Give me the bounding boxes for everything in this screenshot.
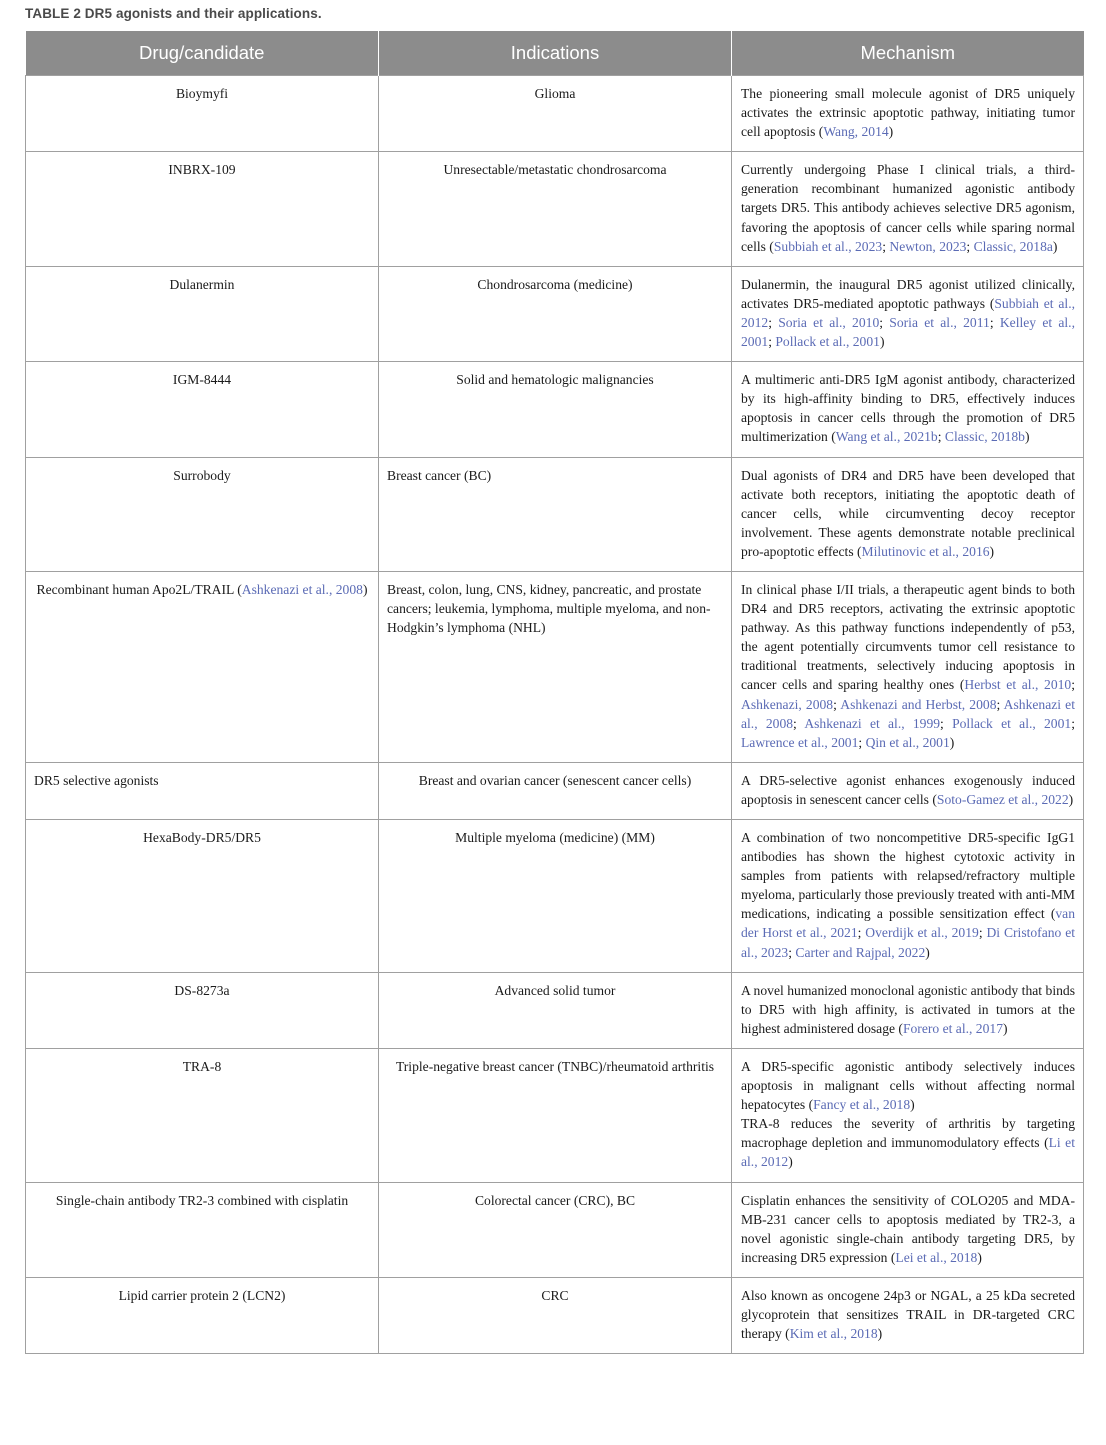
indication-text: Chondrosarcoma (medicine)	[477, 276, 633, 292]
table-row	[26, 266, 1084, 361]
table-caption: TABLE 2 DR5 agonists and their applications.	[25, 6, 322, 21]
drug-candidate-text: HexaBody-DR5/DR5	[143, 830, 261, 845]
mechanism-text: Dulanermin, the inaugural DR5 agonist utilized clinically, activates DR5-mediated apoptotic pathways (	[741, 276, 1075, 311]
mechanism-text: )	[879, 334, 885, 350]
mechanism-text: ;	[858, 734, 866, 750]
mechanism-text: )	[877, 1326, 883, 1342]
reference-link[interactable]: Subbiah et al., 2012	[741, 295, 1075, 330]
indication-cell	[379, 1182, 732, 1277]
indication-text: Breast, colon, lung, CNS, kidney, pancreatic, and prostate cancers; leukemia, lymphoma, multiple myeloma, and non-Hodgkin’s lymphoma (NHL)	[387, 581, 711, 636]
drug-candidate-cell	[26, 1048, 379, 1182]
indication-text: Colorectal cancer (CRC), BC	[474, 1192, 636, 1208]
indication-cell	[379, 1277, 732, 1353]
drug-candidate-text: TRA-8	[182, 1058, 222, 1074]
drug-candidate-cell	[26, 972, 379, 1048]
indication-text: Glioma	[534, 86, 576, 101]
mechanism-text: Also known as oncogene 24p3 or NGAL, a 25 kDa secreted glycoprotein that sensitizes TRAIL in DR-targeted CRC therapy (	[741, 1287, 1075, 1342]
mechanism-text: )	[910, 1097, 915, 1113]
table-row	[26, 152, 1084, 266]
mechanism-text: In clinical phase I/II trials, a therapeutic agent binds to both DR4 and DR5 receptors, activating the extrinsic apoptotic pathway. As this pathway functions independently of p53, the agent potentially circumvents tumor cell resistance to traditional treatments, selectively inducing apoptosis in cancer cells and sparing healthy ones (	[741, 581, 1075, 693]
reference-link[interactable]: Lawrence et al., 2001	[741, 734, 859, 750]
mechanism-text: ;	[989, 314, 1000, 330]
indication-cell	[379, 266, 732, 361]
mechanism-text: ;	[1071, 677, 1075, 693]
mechanism-text: )	[1068, 791, 1074, 807]
mechanism-text: ;	[978, 925, 987, 941]
drug-candidate-cell	[26, 1277, 379, 1353]
mechanism-text: )	[1003, 1020, 1008, 1036]
reference-link[interactable]: Ashkenazi et al., 2008	[741, 696, 1075, 731]
indication-text: Multiple myeloma (medicine) (MM)	[455, 830, 655, 845]
mechanism-cell	[732, 972, 1084, 1048]
drug-candidate-text: DS-8273a	[174, 982, 230, 998]
drug-candidate-cell	[26, 76, 379, 152]
mechanism-text: ;	[768, 334, 776, 350]
reference-link[interactable]: Wang et al., 2021b	[835, 429, 938, 445]
reference-link[interactable]: Kim et al., 2018	[789, 1326, 878, 1342]
header-mechanism: Mechanism	[732, 31, 1084, 76]
reference-link[interactable]: Milutinovic et al., 2016	[861, 543, 990, 559]
reference-link[interactable]: Soria et al., 2011	[889, 314, 990, 330]
indication-text: Triple-negative breast cancer (TNBC)/rheumatoid arthritis	[395, 1058, 715, 1074]
header-drug-candidate: Drug/candidate	[26, 31, 379, 76]
mechanism-text: ;	[833, 696, 841, 712]
mechanism-text: ;	[879, 314, 890, 330]
mechanism-text: Cisplatin enhances the sensitivity of COLO205 and MDA-MB-231 cancer cells to apoptosis mediated by TR2-3, a novel agonistic single-chain antibody targeting DR5, by increasing DR5 expression (	[741, 1192, 1075, 1265]
mechanism-cell	[732, 362, 1084, 457]
drug-candidate-cell	[26, 571, 379, 762]
reference-link[interactable]: Ashkenazi et al., 2008	[241, 581, 363, 597]
table-row	[26, 76, 1084, 152]
reference-link[interactable]: Carter and Rajpal, 2022	[795, 944, 926, 960]
mechanism-text: ;	[940, 715, 953, 731]
indication-text: Unresectable/metastatic chondrosarcoma	[443, 162, 667, 178]
table-row	[26, 1182, 1084, 1277]
drug-candidate-cell	[26, 152, 379, 266]
mechanism-cell	[732, 152, 1084, 266]
indication-cell	[379, 820, 732, 973]
mechanism-text: )	[949, 734, 955, 750]
drug-candidate-text: Bioymyfi	[175, 86, 229, 101]
mechanism-text: A combination of two noncompetitive DR5-specific IgG1 antibodies has shown the highest cytotoxic activity in samples from patients with relapsed/refractory multiple myeloma, particularly those previously treated with anti-MM medications, indicating a possible sensitization effect (	[741, 830, 1075, 922]
reference-link[interactable]: Di Cristofano et al., 2023	[741, 925, 1076, 960]
mechanism-cell	[732, 457, 1084, 571]
drug-candidate-cell	[26, 457, 379, 571]
drug-candidate-text: INBRX-109	[168, 162, 236, 178]
mechanism-text: Currently undergoing Phase I clinical trials, a third-generation recombinant humanized agonistic antibody targets DR5. This antibody achieves selective DR5 agonism, favoring the apoptosis of cancer cells while sparing normal cells (	[741, 162, 1075, 254]
indication-cell	[379, 152, 732, 266]
drug-candidate-text: Surrobody	[173, 467, 231, 483]
indication-text: CRC	[541, 1287, 569, 1303]
drug-candidate-cell	[26, 762, 379, 819]
reference-link[interactable]: Subbiah et al., 2023	[773, 238, 883, 254]
reference-link[interactable]: Classic, 2018a	[973, 238, 1053, 254]
table-row	[26, 571, 1084, 762]
drug-candidate-text: DR5 selective agonists	[34, 772, 159, 788]
table-header-row	[26, 31, 1084, 76]
reference-link[interactable]: Soto-Gamez et al., 2022	[936, 791, 1069, 807]
mechanism-cell	[732, 1182, 1084, 1277]
mechanism-text: )	[1024, 429, 1030, 445]
drug-candidate-cell	[26, 266, 379, 361]
indication-text: Advanced solid tumor	[494, 982, 616, 998]
reference-link[interactable]: van der Horst et al., 2021	[741, 906, 1075, 941]
mechanism-text: )	[989, 543, 995, 559]
reference-link[interactable]: Herbst et al., 2010	[964, 677, 1072, 693]
indication-cell	[379, 1048, 732, 1182]
reference-link[interactable]: Kelley et al., 2001	[741, 314, 1075, 350]
table-body	[26, 76, 1084, 1354]
mechanism-text: ;	[768, 314, 779, 330]
indication-cell	[379, 762, 732, 819]
mechanism-text: The pioneering small molecule agonist of DR5 uniquely activates the extrinsic apoptotic pathway, initiating tumor cell apoptosis (	[741, 86, 1075, 140]
mechanism-text: )	[977, 1249, 982, 1265]
dr5-agonists-table	[25, 31, 1084, 1354]
drug-candidate-text: Single-chain antibody TR2-3 combined with cisplatin	[55, 1192, 349, 1208]
mechanism-text: ;	[996, 696, 1004, 712]
reference-link[interactable]: Wang, 2014	[823, 124, 889, 140]
reference-link[interactable]: Soria et al., 2010	[778, 314, 880, 330]
drug-candidate-text: Recombinant human Apo2L/TRAIL (	[36, 581, 242, 597]
indication-cell	[379, 457, 732, 571]
mechanism-cell	[732, 1277, 1084, 1353]
mechanism-text: )	[1052, 238, 1058, 254]
drug-candidate-text: Dulanermin	[169, 276, 235, 292]
reference-link[interactable]: Ashkenazi, 2008	[741, 696, 834, 712]
mechanism-cell	[732, 820, 1084, 973]
table-row	[26, 362, 1084, 457]
drug-candidate-cell	[26, 820, 379, 973]
indication-cell	[379, 972, 732, 1048]
reference-link[interactable]: Overdijk et al., 2019	[865, 925, 979, 941]
mechanism-text: Dual agonists of DR4 and DR5 have been developed that activate both receptors, initiating the apoptotic death of cancer cells, while circumventing decoy receptor involvement. These agents demonstrate notable preclinical pro-apoptotic effects (	[741, 467, 1075, 559]
mechanism-text: ;	[966, 238, 974, 254]
drug-candidate-text: Lipid carrier protein 2 (LCN2)	[118, 1287, 286, 1303]
drug-candidate-cell	[26, 1182, 379, 1277]
reference-link[interactable]: Lei et al., 2018	[895, 1249, 978, 1265]
mechanism-text: ;	[793, 715, 805, 731]
reference-link[interactable]: Pollack et al., 2001	[952, 715, 1072, 731]
mechanism-text: A DR5-specific agonistic antibody selectively induces apoptosis in malignant cells without affecting normal hepatocytes (	[741, 1058, 1075, 1113]
drug-candidate-text: IGM-8444	[172, 372, 232, 388]
table-row	[26, 457, 1084, 571]
mechanism-cell	[732, 571, 1084, 762]
reference-link[interactable]: Ashkenazi et al., 1999	[804, 715, 941, 731]
mechanism-text: ;	[857, 925, 866, 941]
table-row	[26, 1277, 1084, 1353]
drug-candidate-cell	[26, 362, 379, 457]
mechanism-text: )	[925, 944, 930, 960]
mechanism-text: A multimeric anti-DR5 IgM agonist antibody, characterized by its high-affinity binding to DR5, effectively induces apoptosis in cancer cells through the promotion of DR5 multimerization (	[741, 372, 1075, 445]
reference-link[interactable]: Fancy et al., 2018	[813, 1097, 911, 1113]
header-indications: Indications	[379, 31, 732, 76]
indication-cell	[379, 571, 732, 762]
mechanism-cell	[732, 76, 1084, 152]
reference-link[interactable]: Li et al., 2012	[741, 1135, 1075, 1170]
mechanism-cell	[732, 1048, 1084, 1182]
mechanism-text: ;	[788, 944, 796, 960]
reference-link[interactable]: Newton, 2023	[889, 238, 967, 254]
indication-cell	[379, 76, 732, 152]
mechanism-text: ;	[1071, 715, 1075, 731]
table-row	[26, 762, 1084, 819]
reference-link[interactable]: Forero et al., 2017	[902, 1020, 1003, 1036]
reference-link[interactable]: Ashkenazi and Herbst, 2008	[840, 696, 997, 712]
reference-link[interactable]: Qin et al., 2001	[865, 734, 950, 750]
mechanism-text: ;	[882, 238, 890, 254]
indication-text: Breast and ovarian cancer (senescent cancer cells)	[418, 772, 692, 788]
mechanism-text: A novel humanized monoclonal agonistic antibody that binds to DR5 with high affinity, is activated in tumors at the highest administered dosage (	[741, 982, 1075, 1036]
mechanism-text: )	[888, 124, 894, 140]
table-row	[26, 820, 1084, 973]
mechanism-text: TRA-8 reduces the severity of arthritis by targeting macrophage depletion and immunomodulatory effects (	[741, 1116, 1075, 1151]
reference-link[interactable]: Pollack et al., 2001	[775, 334, 880, 350]
drug-candidate-text: )	[362, 581, 368, 597]
mechanism-text: ;	[937, 429, 945, 445]
reference-link[interactable]: Classic, 2018b	[944, 429, 1025, 445]
mechanism-text: A DR5-selective agonist enhances exogenously induced apoptosis in senescent cancer cells (	[741, 772, 1075, 807]
mechanism-text: )	[788, 1154, 793, 1170]
mechanism-cell	[732, 266, 1084, 361]
indication-text: Solid and hematologic malignancies	[456, 372, 654, 388]
indication-text: Breast cancer (BC)	[387, 467, 492, 483]
table-row	[26, 972, 1084, 1048]
mechanism-cell	[732, 762, 1084, 819]
indication-cell	[379, 362, 732, 457]
table-row	[26, 1048, 1084, 1182]
